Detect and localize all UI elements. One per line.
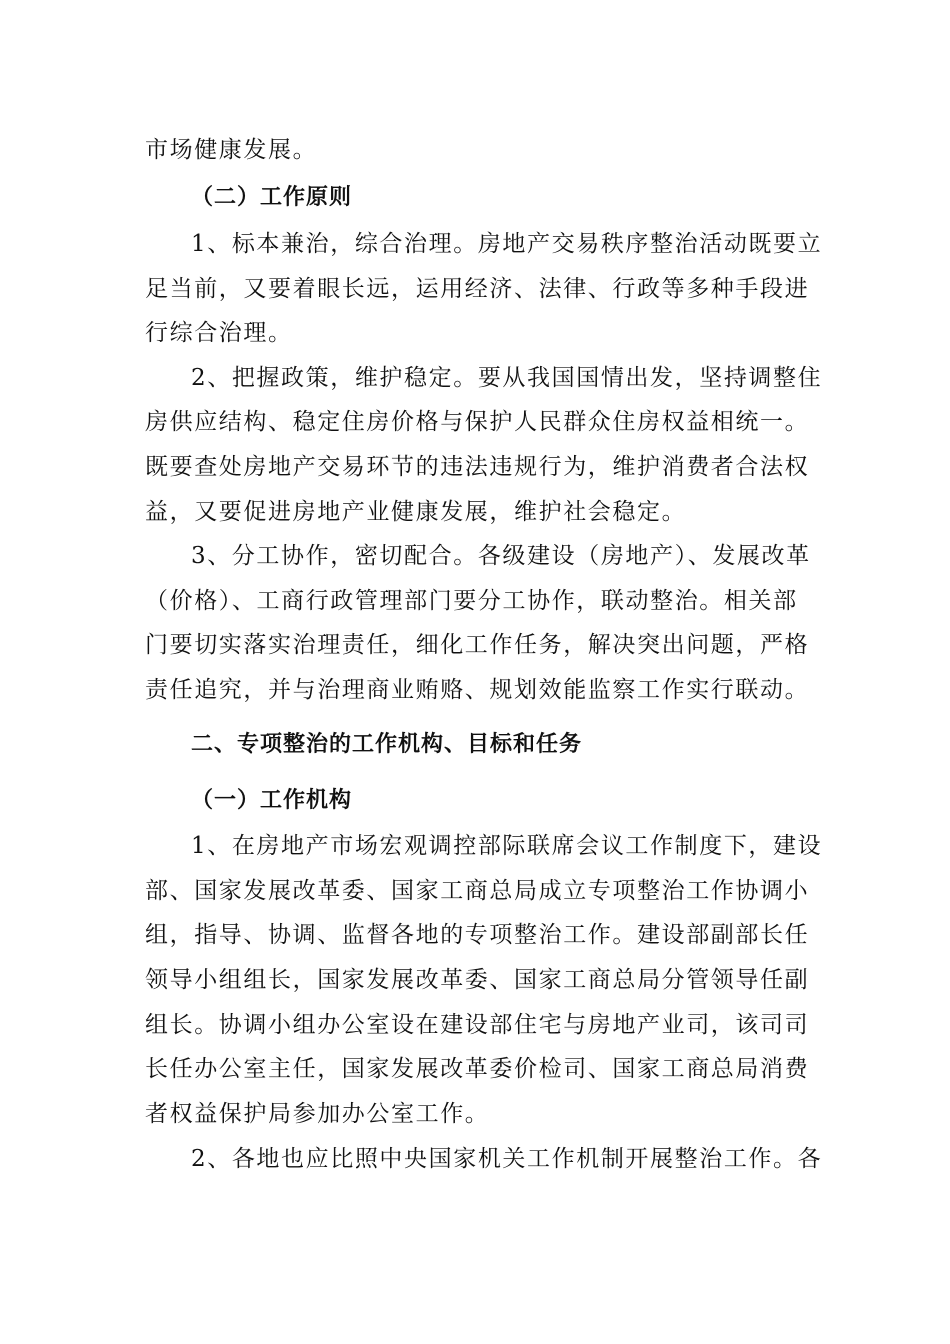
chapter-heading: 二、专项整治的工作机构、目标和任务 (191, 732, 583, 757)
text-line: 市场健康发展。 (145, 137, 318, 163)
text-line: 门要切实落实治理责任，细化工作任务，解决突出问题，严格 (145, 632, 810, 658)
section-heading: （一）工作机构 (191, 788, 353, 813)
text-line: 3、分工协作，密切配合。各级建设（房地产）、发展改革 (191, 543, 811, 569)
text-line: 2、把握政策，维护稳定。要从我国国情出发，坚持调整住 (191, 365, 823, 391)
text-line: 组，指导、协调、监督各地的专项整治工作。建设部副部长任 (145, 922, 810, 948)
text-line: 2、各地也应比照中央国家机关工作机制开展整治工作。各 (191, 1146, 823, 1172)
text-line: 领导小组组长，国家发展改革委、国家工商总局分管领导任副 (145, 967, 810, 993)
text-line: 责任追究，并与治理商业贿赂、规划效能监察工作实行联动。 (145, 677, 810, 703)
text-line: 者权益保护局参加办公室工作。 (145, 1101, 490, 1127)
section-heading: （二）工作原则 (191, 185, 353, 210)
text-line: 足当前，又要着眼长远，运用经济、法律、行政等多种手段进 (145, 276, 810, 302)
text-line: 1、在房地产市场宏观调控部际联席会议工作制度下，建设 (191, 833, 823, 859)
text-line: 行综合治理。 (145, 320, 293, 346)
text-line: 长任办公室主任，国家发展改革委价检司、国家工商总局消费 (145, 1056, 810, 1082)
text-line: 房供应结构、稳定住房价格与保护人民群众住房权益相统一。 (145, 409, 810, 435)
text-line: （价格）、工商行政管理部门要分工协作，联动整治。相关部 (145, 588, 798, 614)
text-line: 组长。协调小组办公室设在建设部住宅与房地产业司，该司司 (145, 1012, 810, 1038)
text-line: 1、标本兼治，综合治理。房地产交易秩序整治活动既要立 (191, 231, 823, 257)
text-line: 既要查处房地产交易环节的违法违规行为，维护消费者合法权 (145, 454, 810, 480)
text-line: 益，又要促进房地产业健康发展，维护社会稳定。 (145, 499, 687, 525)
text-line: 部、国家发展改革委、国家工商总局成立专项整治工作协调小 (145, 878, 810, 904)
